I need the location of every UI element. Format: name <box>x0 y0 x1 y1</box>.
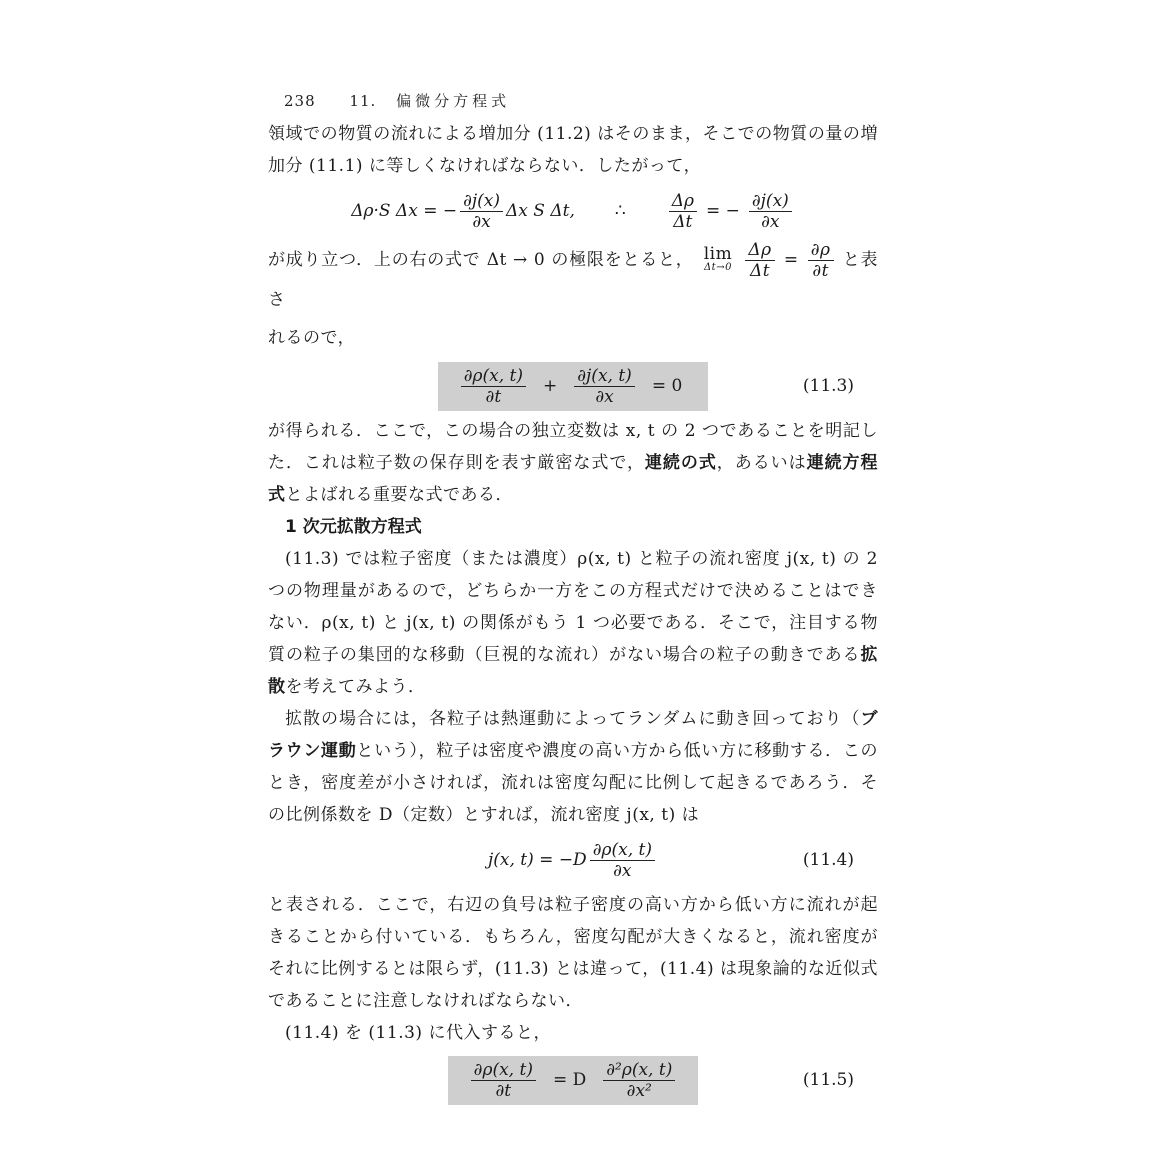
book-page <box>268 84 879 1101</box>
p2-text3: れるので， <box>268 328 356 348</box>
p2-frac-a-den: Δt <box>749 261 771 281</box>
eq-114-frac <box>590 840 655 881</box>
section-heading: 1 次元拡散方程式 <box>285 517 422 537</box>
eq-a-frac3 <box>749 191 792 232</box>
paragraph-3 <box>268 415 878 511</box>
eq-a-lhs: Δρ·S Δx = − <box>351 201 458 221</box>
eq-a-frac1 <box>460 191 503 232</box>
p2-frac-a-num: Δρ <box>745 240 774 261</box>
equation-number-11-3: (11.3) <box>802 376 854 396</box>
eq-115-frac2-num: ∂²ρ(x, t) <box>603 1060 675 1081</box>
eq-114-frac-num: ∂ρ(x, t) <box>590 840 655 861</box>
eq-a-rhs: Δx S Δt, <box>506 201 575 221</box>
p2-frac-b <box>808 240 834 281</box>
eq-115-frac2-den: ∂x² <box>626 1080 652 1101</box>
term-brownian-motion: ブラウン運動 <box>268 709 878 761</box>
p5-text2: という），粒子は密度や濃度の高い方から低い方に移動する．このとき，密度差が小さければ，流れは密度勾配に比例して起きるであろう．その比例係数を D（定数）とすれば，流れ密度 j(x, t) は <box>268 741 879 825</box>
eq-115-frac2 <box>603 1060 675 1101</box>
limit-operator <box>703 243 733 275</box>
paragraph-6: と表される．ここで，右辺の負号は粒子密度の高い方から低い方に流れが起きることから付いている．もちろん，密度勾配が大きくなると，流れ密度がそれに比例するとは限らず，(11.3) とは違って，(11.4) は現象論的な近似式であることに注意しなければならない． <box>268 895 878 1011</box>
eq-113-frac2-den: ∂x <box>595 386 614 407</box>
eq-115-mid: = D <box>552 1070 587 1090</box>
eq-113-frac1-num: ∂ρ(x, t) <box>461 366 526 387</box>
eq-a-frac2-num: Δρ <box>669 191 697 212</box>
paragraph-2 <box>268 240 878 357</box>
eq-11-5-box <box>448 1056 699 1105</box>
p2-eq: = <box>783 250 799 270</box>
paragraph-4 <box>268 543 878 703</box>
p4-text2: を考えてみよう． <box>285 677 426 697</box>
eq-a-frac1-num: ∂j(x) <box>460 191 503 212</box>
equation-11-3 <box>268 357 878 415</box>
equation-balance <box>268 182 878 240</box>
equation-number-11-5: (11.5) <box>802 1070 854 1090</box>
eq-115-frac1 <box>471 1060 536 1101</box>
p2-text1: が成り立つ．上の右の式で Δt → 0 の極限をとると， <box>268 250 694 270</box>
p3-text2: ，あるいは <box>716 453 807 473</box>
equation-11-5 <box>268 1049 878 1111</box>
eq-a-frac1-den: ∂x <box>472 211 491 232</box>
lim-label: lim <box>703 243 733 264</box>
lim-sub: Δt→0 <box>703 261 732 273</box>
eq-115-frac1-den: ∂t <box>495 1080 512 1101</box>
eq-113-frac1-den: ∂t <box>485 386 502 407</box>
chapter-number: 11. <box>349 92 377 110</box>
p2-frac-a <box>745 240 774 281</box>
running-header <box>268 84 878 118</box>
eq-a-frac3-den: ∂x <box>761 211 780 232</box>
p3-text3: とよばれる重要な式である． <box>285 485 513 505</box>
paragraph-7: (11.4) を (11.3) に代入すると， <box>285 1023 551 1043</box>
eq-114-lhs: j(x, t) = −D <box>488 850 587 870</box>
eq-a-frac3-num: ∂j(x) <box>749 191 792 212</box>
p2-text2: と表さ <box>268 250 878 310</box>
p2-frac-b-num: ∂ρ <box>808 240 834 261</box>
equation-number-11-4: (11.4) <box>802 850 854 870</box>
p4-text1: (11.3) では粒子密度（または濃度）ρ(x, t) と粒子の流れ密度 j(x, t) の 2 つの物理量があるので，どちらか一方をこの方程式だけで決めることはできない．ρ(x, t) と j(x, t) の関係がもう 1 つ必要である．そこで，注目する物質の粒子の集団的な移動（巨視的な流れ）がない場合の粒子の動きである <box>268 549 878 665</box>
eq-113-frac2-num: ∂j(x, t) <box>574 366 635 387</box>
p5-text1: 拡散の場合には，各粒子は熱運動によってランダムに動き回っており（ <box>285 709 861 729</box>
paragraph-5 <box>268 703 878 831</box>
eq-11-3-box <box>438 362 709 411</box>
term-diffusion: 拡散 <box>268 645 878 697</box>
eq-113-frac1 <box>461 366 526 407</box>
eq-113-plus: + <box>543 376 558 396</box>
eq-a-frac2 <box>669 191 697 232</box>
chapter-title: 偏微分方程式 <box>396 92 511 110</box>
eq-113-frac2 <box>574 366 635 407</box>
term-continuity-equation: 連続の式 <box>644 453 717 473</box>
eq-115-frac1-num: ∂ρ(x, t) <box>471 1060 536 1081</box>
equation-11-4 <box>268 831 878 889</box>
eq-a-frac2-den: Δt <box>673 211 693 232</box>
eq-a-minus: = − <box>705 201 740 221</box>
p3-text1: が得られる．ここで，この場合の独立変数は x, t の 2 つであることを明記した．これは粒子数の保存則を表す厳密な式で， <box>268 421 878 473</box>
therefore-symbol: ∴ <box>614 201 626 221</box>
eq-114-frac-den: ∂x <box>613 860 632 881</box>
term-continuity-eq-alt: 連続方程式 <box>268 453 879 505</box>
page-number: 238 <box>284 92 316 110</box>
eq-113-rhs: = 0 <box>651 376 683 396</box>
paragraph-1: 領域での物質の流れによる増加分 (11.2) はそのまま，そこでの物質の量の増加分 (11.1) に等しくなければならない．したがって， <box>268 124 878 176</box>
p2-frac-b-den: ∂t <box>812 261 829 281</box>
